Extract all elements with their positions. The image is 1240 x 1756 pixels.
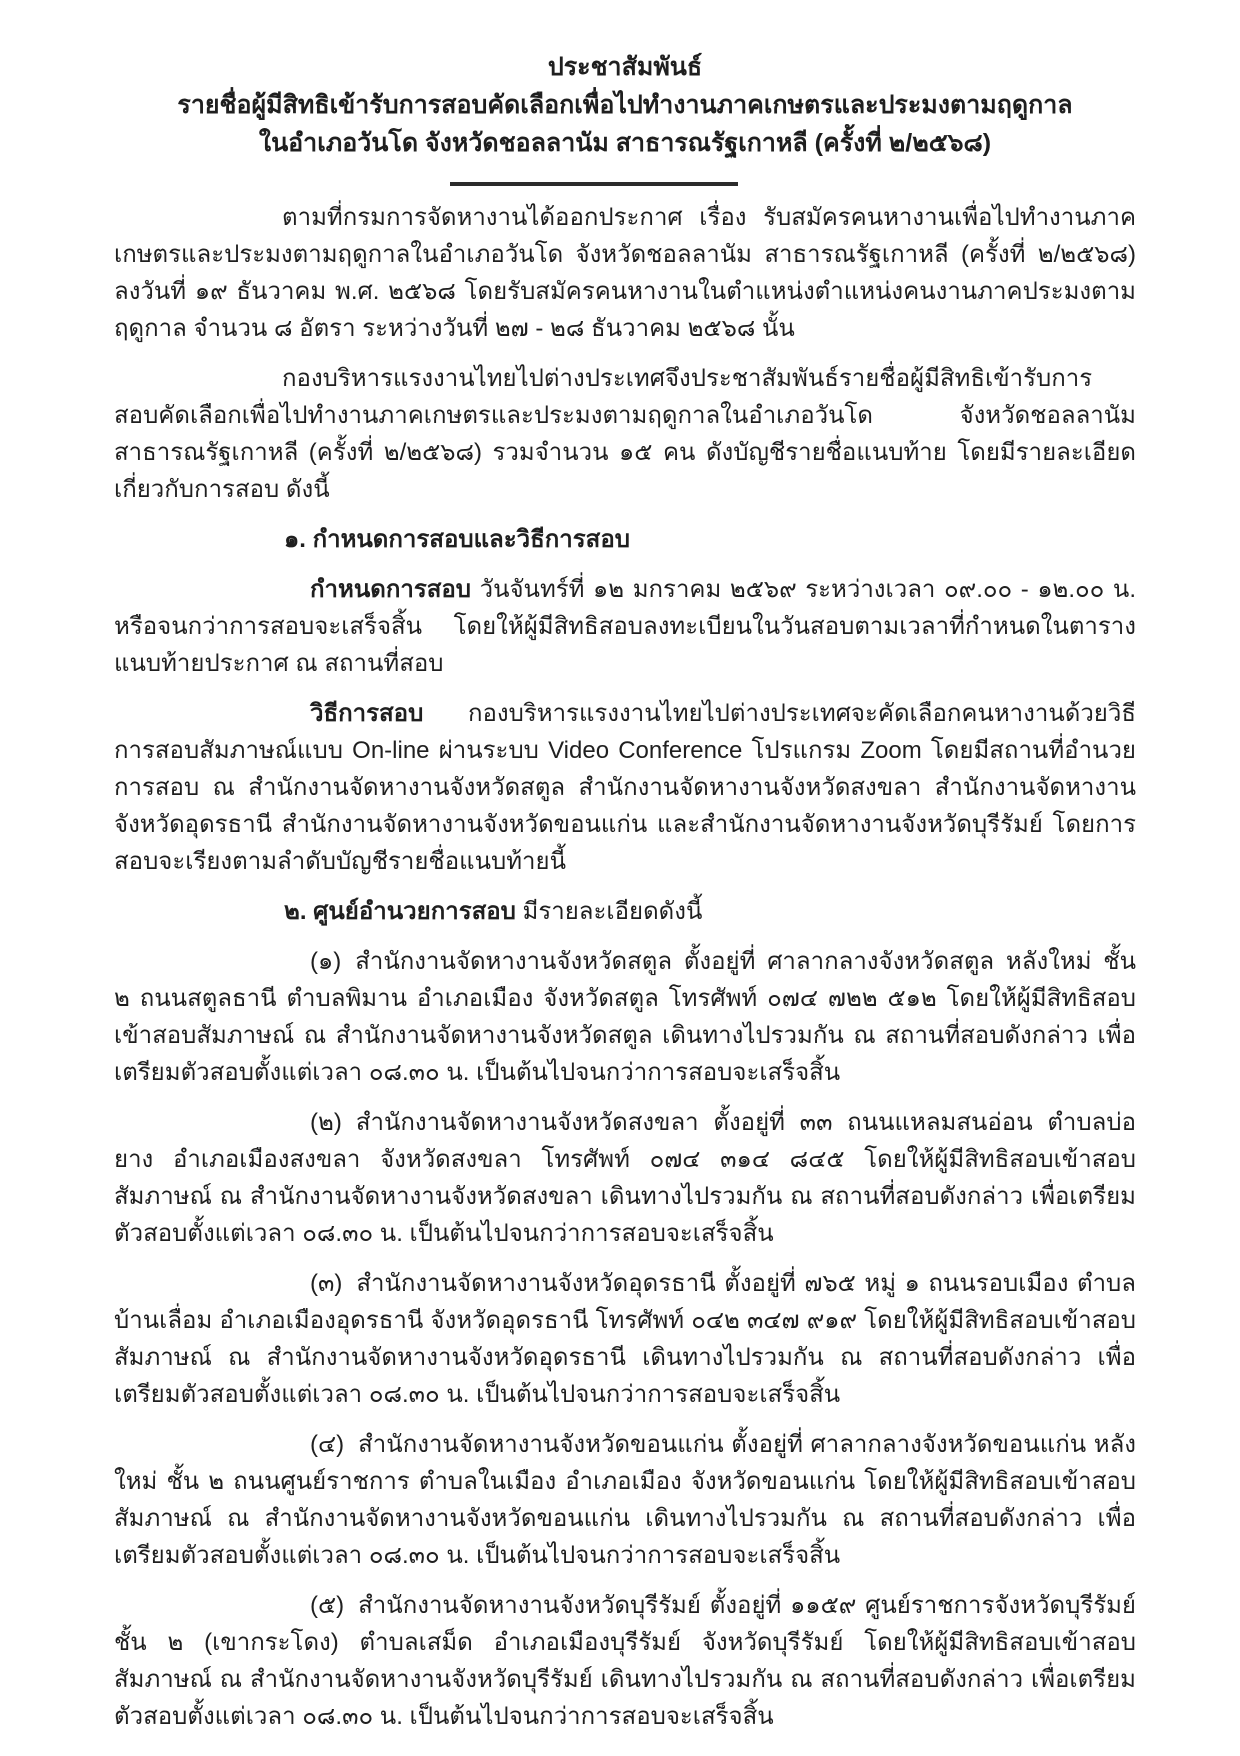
item-1-number: (๑)	[310, 948, 342, 975]
item-3-text: สำนักงานจัดหางานจังหวัดอุดรธานี ตั้งอยู่ที่ ๗๖๕ หมู่ ๑ ถนนรอบเมือง ตำบลบ้านเลื่อม อำเภอเมืองอุดรธานี จังหวัดอุดรธานี โทรศัพท์ ๐๔๒ ๓๔๗ ๙๑๙ โดยให้ผู้มีสิทธิสอบเข้าสอบสัมภาษณ์ ณ สำนักงานจัดหางานจังหวัดอุดรธานี เดินทางไปรวมกัน ณ สถานที่สอบดังกล่าว เพื่อเตรียมตัวสอบตั้งแต่เวลา ๐๘.๓๐ น. เป็นต้นไปจนกว่าการสอบจะเสร็จสิ้น	[114, 1270, 1136, 1408]
paragraph-announcement	[114, 360, 1136, 508]
exam-center-item-4	[114, 1426, 1136, 1574]
title-line-3: ในอำเภอวันโด จังหวัดชอลลานัม สาธารณรัฐเกาหลี (ครั้งที่ ๒/๒๕๖๘)	[258, 129, 992, 157]
item-3-number: (๓)	[310, 1270, 343, 1297]
item-4-number: (๔)	[310, 1431, 345, 1458]
paragraph-intro-text: ตามที่กรมการจัดหางานได้ออกประกาศ เรื่อง รับสมัครคนหางานเพื่อไปทำงานภาคเกษตรและประมงตามฤดูกาลในอำเภอวันโด จังหวัดชอลลานัม สาธารณรัฐเกาหลี (ครั้งที่ ๒/๒๕๖๘) ลงวันที่ ๑๙ ธันวาคม พ.ศ. ๒๕๖๘ โดยรับสมัครคนหางานในตำแหน่งตำแหน่งคนงานภาคประมงตามฤดูกาล จำนวน ๘ อัตรา ระหว่างวันที่ ๒๗ - ๒๘ ธันวาคม ๒๕๖๘ นั้น	[114, 204, 1136, 342]
title-line-2: รายชื่อผู้มีสิทธิเข้ารับการสอบคัดเลือกเพื่อไปทำงานภาคเกษตรและประมงตามฤดูกาล	[177, 91, 1073, 119]
exam-schedule-text: วันจันทร์ที่ ๑๒ มกราคม ๒๕๖๙ ระหว่างเวลา ๐๙.๐๐ - ๑๒.๐๐ น. หรือจนกว่าการสอบจะเสร็จสิ้น โดยให้ผู้มีสิทธิสอบลงทะเบียนในวันสอบตามเวลาที่กำหนดในตารางแนบท้ายประกาศ ณ สถานที่สอบ	[114, 576, 1136, 677]
section-1-heading: ๑. กำหนดการสอบและวิธีการสอบ	[284, 526, 630, 553]
item-2-text: สำนักงานจัดหางานจังหวัดสงขลา ตั้งอยู่ที่ ๓๓ ถนนแหลมสนอ่อน ตำบลบ่อยาง อำเภอเมืองสงขลา จังหวัดสงขลา โทรศัพท์ ๐๗๔ ๓๑๔ ๘๔๕ โดยให้ผู้มีสิทธิสอบเข้าสอบสัมภาษณ์ ณ สำนักงานจัดหางานจังหวัดสงขลา เดินทางไปรวมกัน ณ สถานที่สอบดังกล่าว เพื่อเตรียมตัวสอบตั้งแต่เวลา ๐๘.๓๐ น. เป็นต้นไปจนกว่าการสอบจะเสร็จสิ้น	[114, 1109, 1136, 1247]
document-title	[114, 48, 1136, 162]
item-1-text: สำนักงานจัดหางานจังหวัดสตูล ตั้งอยู่ที่ ศาลากลางจังหวัดสตูล หลังใหม่ ชั้น ๒ ถนนสตูลธานี ตำบลพิมาน อำเภอเมือง จังหวัดสตูล โทรศัพท์ ๐๗๔ ๗๒๒ ๕๑๒ โดยให้ผู้มีสิทธิสอบเข้าสอบสัมภาษณ์ ณ สำนักงานจัดหางานจังหวัดสตูล เดินทางไปรวมกัน ณ สถานที่สอบดังกล่าว เพื่อเตรียมตัวสอบตั้งแต่เวลา ๐๘.๓๐ น. เป็นต้นไปจนกว่าการสอบจะเสร็จสิ้น	[114, 948, 1136, 1086]
exam-center-item-5	[114, 1587, 1136, 1735]
item-2-number: (๒)	[310, 1109, 342, 1136]
exam-center-item-2	[114, 1104, 1136, 1252]
section-2-heading-label: ๒. ศูนย์อำนวยการสอบ	[284, 898, 516, 925]
exam-method-label: วิธีการสอบ	[310, 700, 424, 727]
section-2-heading-text: มีรายละเอียดดังนี้	[515, 898, 703, 925]
title-divider-rule	[450, 182, 738, 186]
paragraph-announcement-text: กองบริหารแรงงานไทยไปต่างประเทศจึงประชาสัมพันธ์รายชื่อผู้มีสิทธิเข้ารับการสอบคัดเลือกเพื่อไปทำงานภาคเกษตรและประมงตามฤดูกาลในอำเภอวันโด จังหวัดชอลลานัม สาธารณรัฐเกาหลี (ครั้งที่ ๒/๒๕๖๘) รวมจำนวน ๑๕ คน ดังบัญชีรายชื่อแนบท้าย โดยมีรายละเอียดเกี่ยวกับการสอบ ดังนี้	[114, 365, 1136, 503]
item-5-number: (๕)	[310, 1592, 345, 1619]
exam-center-item-3	[114, 1265, 1136, 1413]
item-5-text: สำนักงานจัดหางานจังหวัดบุรีรัมย์ ตั้งอยู่ที่ ๑๑๕๙ ศูนย์ราชการจังหวัดบุรีรัมย์ ชั้น ๒ (เขากระโดง) ตำบลเสม็ด อำเภอเมืองบุรีรัมย์ จังหวัดบุรีรัมย์ โดยให้ผู้มีสิทธิสอบเข้าสอบสัมภาษณ์ ณ สำนักงานจัดหางานจังหวัดบุรีรัมย์ เดินทางไปรวมกัน ณ สถานที่สอบดังกล่าว เพื่อเตรียมตัวสอบตั้งแต่เวลา ๐๘.๓๐ น. เป็นต้นไปจนกว่าการสอบจะเสร็จสิ้น	[114, 1592, 1136, 1730]
paragraph-exam-method	[114, 695, 1136, 880]
section-2-heading	[284, 893, 1136, 930]
title-line-1: ประชาสัมพันธ์	[547, 53, 703, 81]
paragraph-intro	[114, 199, 1136, 347]
paragraph-exam-schedule	[114, 571, 1136, 682]
exam-center-item-1	[114, 943, 1136, 1091]
exam-method-text: กองบริหารแรงงานไทยไปต่างประเทศจะคัดเลือกคนหางานด้วยวิธีการสอบสัมภาษณ์แบบ On-line ผ่านระบบ Video Conference โปรแกรม Zoom โดยมีสถานที่อำนวยการสอบ ณ สำนักงานจัดหางานจังหวัดสตูล สำนักงานจัดหางานจังหวัดสงขลา สำนักงานจัดหางานจังหวัดอุดรธานี สำนักงานจัดหางานจังหวัดขอนแก่น และสำนักงานจัดหางานจังหวัดบุรีรัมย์ โดยการสอบจะเรียงตามลำดับบัญชีรายชื่อแนบท้ายนี้	[114, 700, 1136, 875]
item-4-text: สำนักงานจัดหางานจังหวัดขอนแก่น ตั้งอยู่ที่ ศาลากลางจังหวัดขอนแก่น หลังใหม่ ชั้น ๒ ถนนศูนย์ราชการ ตำบลในเมือง อำเภอเมือง จังหวัดขอนแก่น โดยให้ผู้มีสิทธิสอบเข้าสอบสัมภาษณ์ ณ สำนักงานจัดหางานจังหวัดขอนแก่น เดินทางไปรวมกัน ณ สถานที่สอบดังกล่าว เพื่อเตรียมตัวสอบตั้งแต่เวลา ๐๘.๓๐ น. เป็นต้นไปจนกว่าการสอบจะเสร็จสิ้น	[114, 1431, 1136, 1569]
exam-schedule-label: กำหนดการสอบ	[310, 576, 472, 603]
